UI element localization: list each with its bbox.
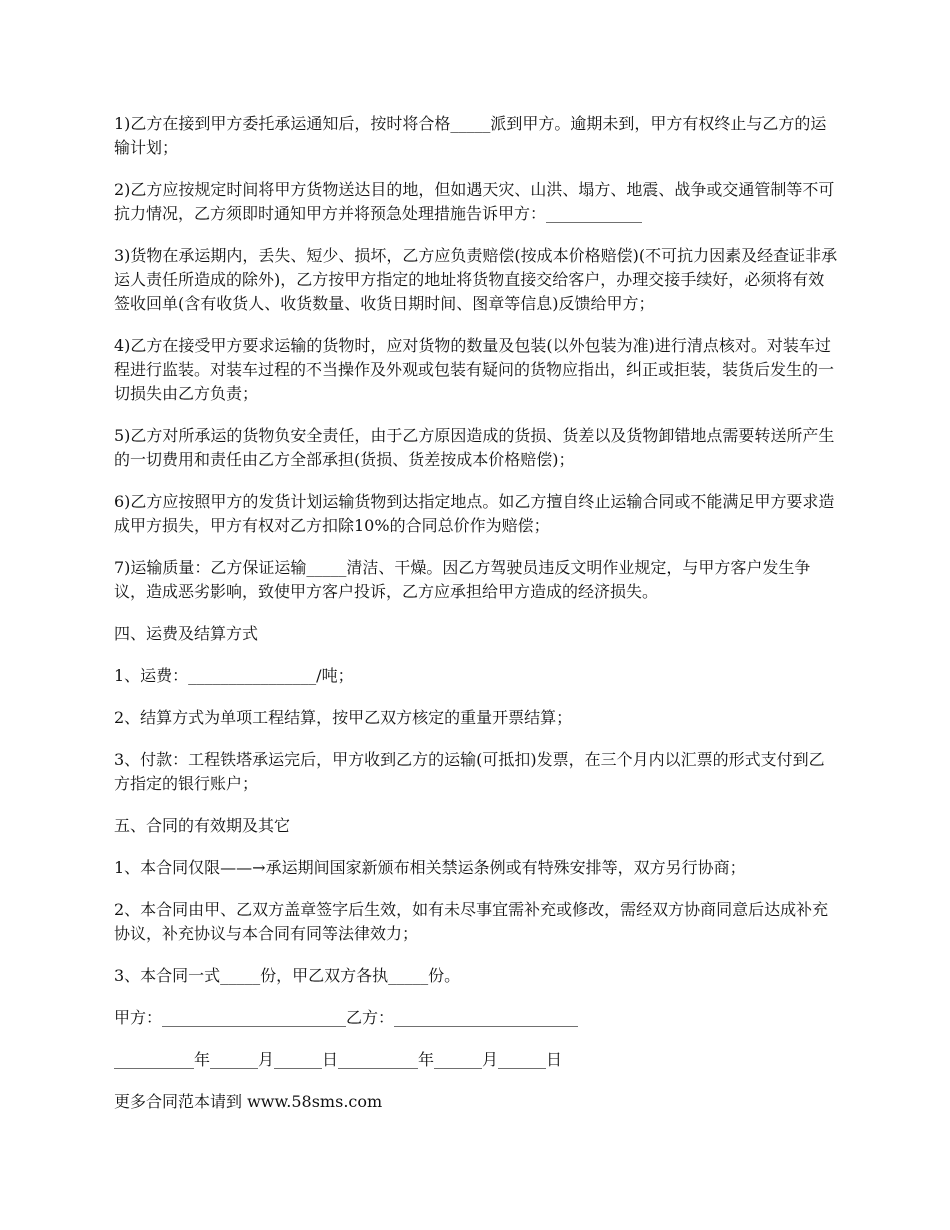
- date-line: __________年______月______日__________年______月______日: [114, 1050, 563, 1069]
- clause-paragraph: 3)货物在承运期内，丢失、短少、损坏，乙方应负责赔偿(按成本价格赔偿)(不可抗力因素及经查证非承运人责任所造成的除外)，乙方按甲方指定的地址将货物直接交给客户，办理交接手续好，必须将有效签收回单(含有收货人、收货数量、收货日期时间、图章等信息)反馈给甲方；: [114, 246, 838, 313]
- clause-paragraph: 2、本合同由甲、乙双方盖章签字后生效，如有未尽事宜需补充或修改，需经双方协商同意后达成补充协议，补充协议与本合同有同等法律效力；: [114, 900, 829, 943]
- clause-paragraph: 6)乙方应按照甲方的发货计划运输货物到达指定地点。如乙方擅自终止运输合同或不能满足甲方要求造成甲方损失，甲方有权对乙方扣除10%的合同总价作为赔偿；: [114, 492, 835, 535]
- clause-paragraph: 7)运输质量：乙方保证运输_____清洁、干燥。因乙方驾驶员违反文明作业规定，与甲方客户发生争议，造成恶劣影响，致使甲方客户投诉，乙方应承担给甲方造成的经济损失。: [114, 558, 811, 601]
- clause-paragraph: 5)乙方对所承运的货物负安全责任，由于乙方原因造成的货损、货差以及货物卸错地点需要转送所产生的一切费用和责任由乙方全部承担(货损、货差按成本价格赔偿)；: [114, 426, 835, 469]
- signature-line: 甲方：_______________________乙方：_______________________: [114, 1008, 579, 1027]
- clause-paragraph: 1、运费：________________/吨；: [114, 666, 354, 685]
- clause-paragraph: 2)乙方应按规定时间将甲方货物送达目的地，但如遇天灾、山洪、塌方、地震、战争或交通管制等不可抗力情况，乙方须即时通知甲方并将预急处理措施告诉甲方：____________: [114, 180, 835, 223]
- footer-note: 更多合同范本请到 www.58sms.com: [114, 1092, 383, 1111]
- clause-paragraph: 1、本合同仅限——→承运期间国家新颁布相关禁运条例或有特殊安排等，双方另行协商；: [114, 858, 746, 877]
- clause-paragraph: 3、付款：工程铁塔承运完后，甲方收到乙方的运输(可抵扣)发票，在三个月内以汇票的形式支付到乙方指定的银行账户；: [114, 750, 825, 793]
- section-heading: 四、运费及结算方式: [114, 624, 259, 643]
- clause-paragraph: 4)乙方在接受甲方要求运输的货物时，应对货物的数量及包装(以外包装为准)进行清点核对。对装车过程进行监装。对装车过程的不当操作及外观或包装有疑问的货物应指出，纠正或拒装，装货后发生的一切损失由乙方负责；: [114, 336, 835, 403]
- clause-paragraph: 1)乙方在接到甲方委托承运通知后，按时将合格_____派到甲方。逾期未到，甲方有权终止与乙方的运输计划；: [114, 114, 827, 157]
- clause-paragraph: 3、本合同一式_____份，甲乙双方各执_____份。: [114, 966, 461, 985]
- section-heading: 五、合同的有效期及其它: [114, 816, 291, 835]
- clause-paragraph: 2、结算方式为单项工程结算，按甲乙双方核定的重量开票结算；: [114, 708, 573, 727]
